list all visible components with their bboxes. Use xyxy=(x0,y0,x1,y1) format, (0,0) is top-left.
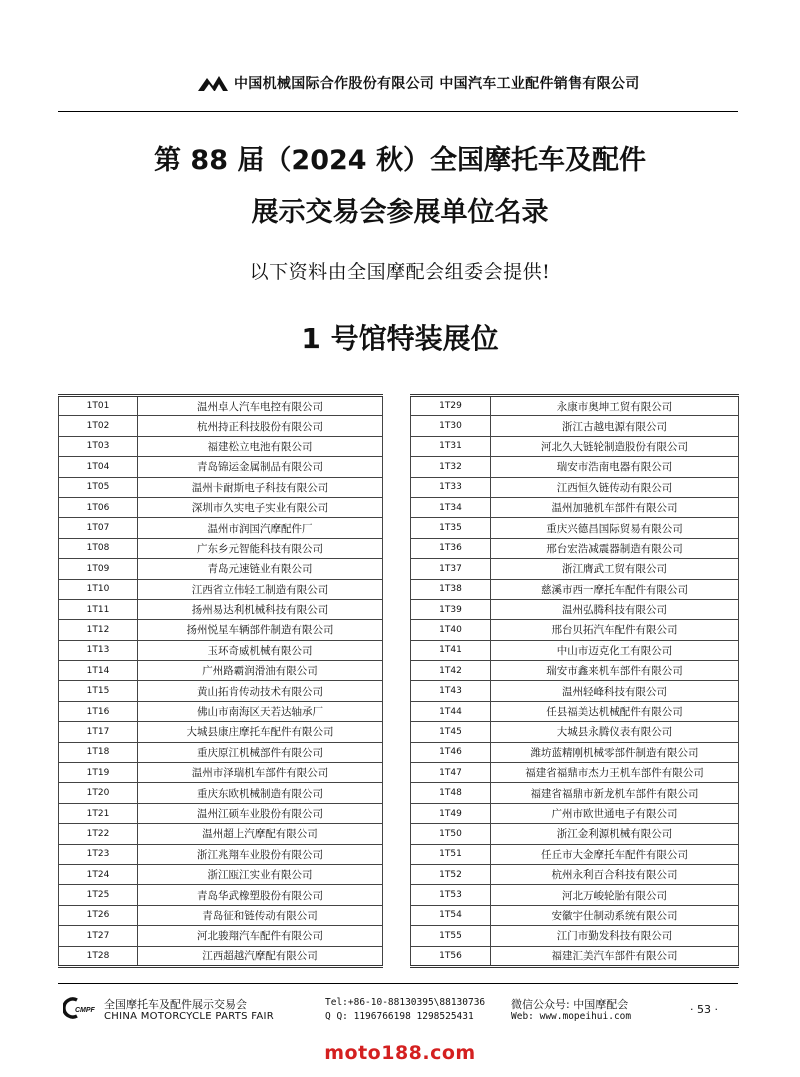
exhibitor-name: 福建省福鼎市新龙机车部件有限公司 xyxy=(491,783,739,803)
booth-number: 1T41 xyxy=(411,640,491,660)
exhibitor-name: 杭州持正科技股份有限公司 xyxy=(138,416,383,436)
table-row xyxy=(411,436,739,456)
table-row xyxy=(59,946,383,966)
table-row xyxy=(59,579,383,599)
exhibitor-name: 任县福美达机械配件有限公司 xyxy=(491,701,739,721)
table-row xyxy=(411,905,739,925)
table-row xyxy=(411,640,739,660)
booth-number: 1T52 xyxy=(411,864,491,884)
booth-number: 1T36 xyxy=(411,538,491,558)
page-header xyxy=(198,72,640,94)
booth-number: 1T54 xyxy=(411,905,491,925)
cmpf-logo-icon xyxy=(63,997,99,1019)
table-row xyxy=(411,620,739,640)
exhibitor-name: 安徽宇仕制动系统有限公司 xyxy=(491,905,739,925)
table-row xyxy=(411,599,739,619)
footer-wechat: 微信公众号: 中国摩配会 xyxy=(511,998,629,1011)
table-row xyxy=(59,763,383,783)
table-row xyxy=(59,416,383,436)
exhibitor-name: 中山市迈克化工有限公司 xyxy=(491,640,739,660)
exhibitor-name: 浙江瓯江实业有限公司 xyxy=(138,864,383,884)
exhibitor-name: 青岛征和链传动有限公司 xyxy=(138,905,383,925)
exhibitor-name: 河北久大链轮制造股份有限公司 xyxy=(491,436,739,456)
table-row xyxy=(59,803,383,823)
table-row xyxy=(59,538,383,558)
booth-number: 1T09 xyxy=(59,559,138,579)
table-row xyxy=(411,497,739,517)
booth-number: 1T11 xyxy=(59,599,138,619)
exhibitor-name: 广东乡元智能科技有限公司 xyxy=(138,538,383,558)
exhibitor-name: 永康市奥坤工贸有限公司 xyxy=(491,396,739,416)
booth-number: 1T50 xyxy=(411,824,491,844)
booth-number: 1T28 xyxy=(59,946,138,966)
exhibitor-name: 广州市欧世通电子有限公司 xyxy=(491,803,739,823)
exhibitor-name: 浙江膺武工贸有限公司 xyxy=(491,559,739,579)
exhibitor-table-right xyxy=(410,394,739,968)
table-row xyxy=(411,864,739,884)
exhibitor-name: 重庆原江机械部件有限公司 xyxy=(138,742,383,762)
table-row xyxy=(59,436,383,456)
booth-number: 1T45 xyxy=(411,722,491,742)
booth-number: 1T19 xyxy=(59,763,138,783)
booth-number: 1T53 xyxy=(411,885,491,905)
booth-number: 1T16 xyxy=(59,701,138,721)
exhibitor-name: 江西超越汽摩配有限公司 xyxy=(138,946,383,966)
exhibitor-name: 浙江古越电源有限公司 xyxy=(491,416,739,436)
table-row xyxy=(59,497,383,517)
exhibitor-table-left xyxy=(58,394,383,968)
footer-telephone: Tel:+86-10-88130395\88130736 xyxy=(325,997,486,1008)
exhibitor-name: 扬州易达利机械科技有限公司 xyxy=(138,599,383,619)
table-row xyxy=(59,885,383,905)
table-row xyxy=(59,844,383,864)
booth-number: 1T55 xyxy=(411,926,491,946)
booth-number: 1T38 xyxy=(411,579,491,599)
booth-number: 1T06 xyxy=(59,497,138,517)
table-row xyxy=(411,661,739,681)
exhibitor-name: 大城县永腾仪表有限公司 xyxy=(491,722,739,742)
booth-number: 1T14 xyxy=(59,661,138,681)
booth-number: 1T43 xyxy=(411,681,491,701)
exhibitor-name: 江西恒久链传动有限公司 xyxy=(491,477,739,497)
document-title-line1: 第 88 届（2024 秋）全国摩托车及配件 xyxy=(154,145,646,176)
footer-divider xyxy=(58,983,738,984)
table-row xyxy=(411,416,739,436)
table-row xyxy=(411,885,739,905)
table-row xyxy=(59,905,383,925)
exhibitor-name: 福建松立电池有限公司 xyxy=(138,436,383,456)
booth-number: 1T05 xyxy=(59,477,138,497)
booth-number: 1T56 xyxy=(411,946,491,966)
table-row xyxy=(59,518,383,538)
table-row xyxy=(59,824,383,844)
exhibitor-name: 邢台宏浩减震器制造有限公司 xyxy=(491,538,739,558)
booth-number: 1T13 xyxy=(59,640,138,660)
booth-number: 1T24 xyxy=(59,864,138,884)
booth-number: 1T04 xyxy=(59,457,138,477)
table-row xyxy=(59,396,383,416)
booth-number: 1T12 xyxy=(59,620,138,640)
booth-number: 1T02 xyxy=(59,416,138,436)
booth-number: 1T51 xyxy=(411,844,491,864)
booth-number: 1T25 xyxy=(59,885,138,905)
booth-number: 1T18 xyxy=(59,742,138,762)
table-row xyxy=(411,477,739,497)
table-row xyxy=(59,559,383,579)
header-companies: 中国机械国际合作股份有限公司 中国汽车工业配件销售有限公司 xyxy=(234,76,640,92)
booth-number: 1T22 xyxy=(59,824,138,844)
exhibitor-name: 江门市勤发科技有限公司 xyxy=(491,926,739,946)
exhibitor-name: 任丘市大金摩托车配件有限公司 xyxy=(491,844,739,864)
booth-number: 1T26 xyxy=(59,905,138,925)
exhibitor-name: 潍坊蓝精刚机械零部件制造有限公司 xyxy=(491,742,739,762)
table-row xyxy=(59,681,383,701)
exhibitor-name: 河北万峻轮胎有限公司 xyxy=(491,885,739,905)
exhibitor-name: 温州弘腾科技有限公司 xyxy=(491,599,739,619)
table-row xyxy=(411,763,739,783)
booth-number: 1T37 xyxy=(411,559,491,579)
exhibitor-name: 重庆兴德昌国际贸易有限公司 xyxy=(491,518,739,538)
booth-number: 1T23 xyxy=(59,844,138,864)
table-row xyxy=(411,579,739,599)
table-row xyxy=(59,783,383,803)
exhibitor-name: 温州卡耐斯电子科技有限公司 xyxy=(138,477,383,497)
table-row xyxy=(59,742,383,762)
booth-number: 1T34 xyxy=(411,497,491,517)
table-row xyxy=(59,457,383,477)
footer-qq: Q Q: 1196766198 1298525431 xyxy=(325,1011,474,1022)
exhibitor-name: 温州加驰机车部件有限公司 xyxy=(491,497,739,517)
booth-number: 1T40 xyxy=(411,620,491,640)
source-note: 以下资料由全国摩配会组委会提供! xyxy=(249,261,551,283)
exhibitor-name: 瑞安市鑫来机车部件有限公司 xyxy=(491,661,739,681)
table-row xyxy=(59,661,383,681)
exhibitor-name: 瑞安市浩南电器有限公司 xyxy=(491,457,739,477)
cmpf-logo-text: CMPF xyxy=(75,1007,95,1014)
exhibitor-name: 青岛锦运金属制品有限公司 xyxy=(138,457,383,477)
booth-number: 1T47 xyxy=(411,763,491,783)
table-row xyxy=(59,599,383,619)
booth-number: 1T32 xyxy=(411,457,491,477)
table-row xyxy=(411,783,739,803)
booth-number: 1T29 xyxy=(411,396,491,416)
exhibitor-name: 黄山拓肯传动技术有限公司 xyxy=(138,681,383,701)
exhibitor-name: 温州江硕车业股份有限公司 xyxy=(138,803,383,823)
exhibitor-name: 温州市润国汽摩配件厂 xyxy=(138,518,383,538)
exhibitor-name: 邢台贝拓汽车配件有限公司 xyxy=(491,620,739,640)
exhibitor-name: 温州轻峰科技有限公司 xyxy=(491,681,739,701)
table-row xyxy=(411,701,739,721)
table-row xyxy=(59,926,383,946)
table-row xyxy=(411,926,739,946)
exhibitor-name: 佛山市南海区天若达轴承厂 xyxy=(138,701,383,721)
table-row xyxy=(411,538,739,558)
exhibitor-name: 温州超上汽摩配有限公司 xyxy=(138,824,383,844)
hall-title: 1 号馆特装展位 xyxy=(301,322,499,355)
table-row xyxy=(59,640,383,660)
table-row xyxy=(411,824,739,844)
exhibitor-name: 扬州悦星车辆部件制造有限公司 xyxy=(138,620,383,640)
exhibitor-name: 浙江金利源机械有限公司 xyxy=(491,824,739,844)
exhibitor-name: 慈溪市西一摩托车配件有限公司 xyxy=(491,579,739,599)
header-divider xyxy=(58,111,738,112)
table-row xyxy=(411,742,739,762)
company-logo-icon xyxy=(198,75,228,91)
booth-number: 1T01 xyxy=(59,396,138,416)
table-row xyxy=(59,864,383,884)
document-title-line2: 展示交易会参展单位名录 xyxy=(251,197,549,228)
booth-number: 1T44 xyxy=(411,701,491,721)
booth-number: 1T42 xyxy=(411,661,491,681)
exhibitor-name: 广州路霸润滑油有限公司 xyxy=(138,661,383,681)
exhibitor-name: 河北骏翔汽车配件有限公司 xyxy=(138,926,383,946)
exhibitor-name: 大城县康庄摩托车配件有限公司 xyxy=(138,722,383,742)
table-row xyxy=(411,457,739,477)
booth-number: 1T35 xyxy=(411,518,491,538)
booth-number: 1T46 xyxy=(411,742,491,762)
table-row xyxy=(411,559,739,579)
booth-number: 1T17 xyxy=(59,722,138,742)
exhibitor-name: 福建省福鼎市杰力王机车部件有限公司 xyxy=(491,763,739,783)
exhibitor-name: 温州市泽瑞机车部件有限公司 xyxy=(138,763,383,783)
booth-number: 1T49 xyxy=(411,803,491,823)
table-row xyxy=(411,946,739,966)
footer-org-name-en: CHINA MOTORCYCLE PARTS FAIR xyxy=(104,1011,275,1022)
exhibitor-name: 杭州永利百合科技有限公司 xyxy=(491,864,739,884)
table-row xyxy=(411,518,739,538)
booth-number: 1T30 xyxy=(411,416,491,436)
table-row xyxy=(411,844,739,864)
booth-number: 1T15 xyxy=(59,681,138,701)
booth-number: 1T48 xyxy=(411,783,491,803)
table-row xyxy=(59,477,383,497)
exhibitor-name: 青岛元速链业有限公司 xyxy=(138,559,383,579)
exhibitor-name: 重庆东欧机械制造有限公司 xyxy=(138,783,383,803)
page-number: · 53 · xyxy=(690,1003,718,1016)
exhibitor-name: 深圳市久实电子实业有限公司 xyxy=(138,497,383,517)
exhibitor-name: 青岛华武橡塑股份有限公司 xyxy=(138,885,383,905)
table-row xyxy=(59,722,383,742)
exhibitor-name: 江西省立伟轻工制造有限公司 xyxy=(138,579,383,599)
exhibitor-name: 福建汇美汽车部件有限公司 xyxy=(491,946,739,966)
exhibitor-name: 温州卓人汽车电控有限公司 xyxy=(138,396,383,416)
booth-number: 1T39 xyxy=(411,599,491,619)
booth-number: 1T33 xyxy=(411,477,491,497)
table-row xyxy=(59,620,383,640)
booth-number: 1T03 xyxy=(59,436,138,456)
table-row xyxy=(411,803,739,823)
footer-website-link[interactable]: Web: www.mopeihui.com xyxy=(511,1011,632,1022)
table-row xyxy=(411,722,739,742)
exhibitor-name: 浙江兆翔车业股份有限公司 xyxy=(138,844,383,864)
booth-number: 1T20 xyxy=(59,783,138,803)
booth-number: 1T10 xyxy=(59,579,138,599)
booth-number: 1T08 xyxy=(59,538,138,558)
footer-org-name-cn: 全国摩托车及配件展示交易会 xyxy=(104,998,247,1011)
table-row xyxy=(411,396,739,416)
booth-number: 1T21 xyxy=(59,803,138,823)
booth-number: 1T07 xyxy=(59,518,138,538)
exhibitor-name: 玉环奇威机械有限公司 xyxy=(138,640,383,660)
site-watermark: moto188.com xyxy=(324,1042,476,1064)
booth-number: 1T31 xyxy=(411,436,491,456)
booth-number: 1T27 xyxy=(59,926,138,946)
table-row xyxy=(411,681,739,701)
table-row xyxy=(59,701,383,721)
